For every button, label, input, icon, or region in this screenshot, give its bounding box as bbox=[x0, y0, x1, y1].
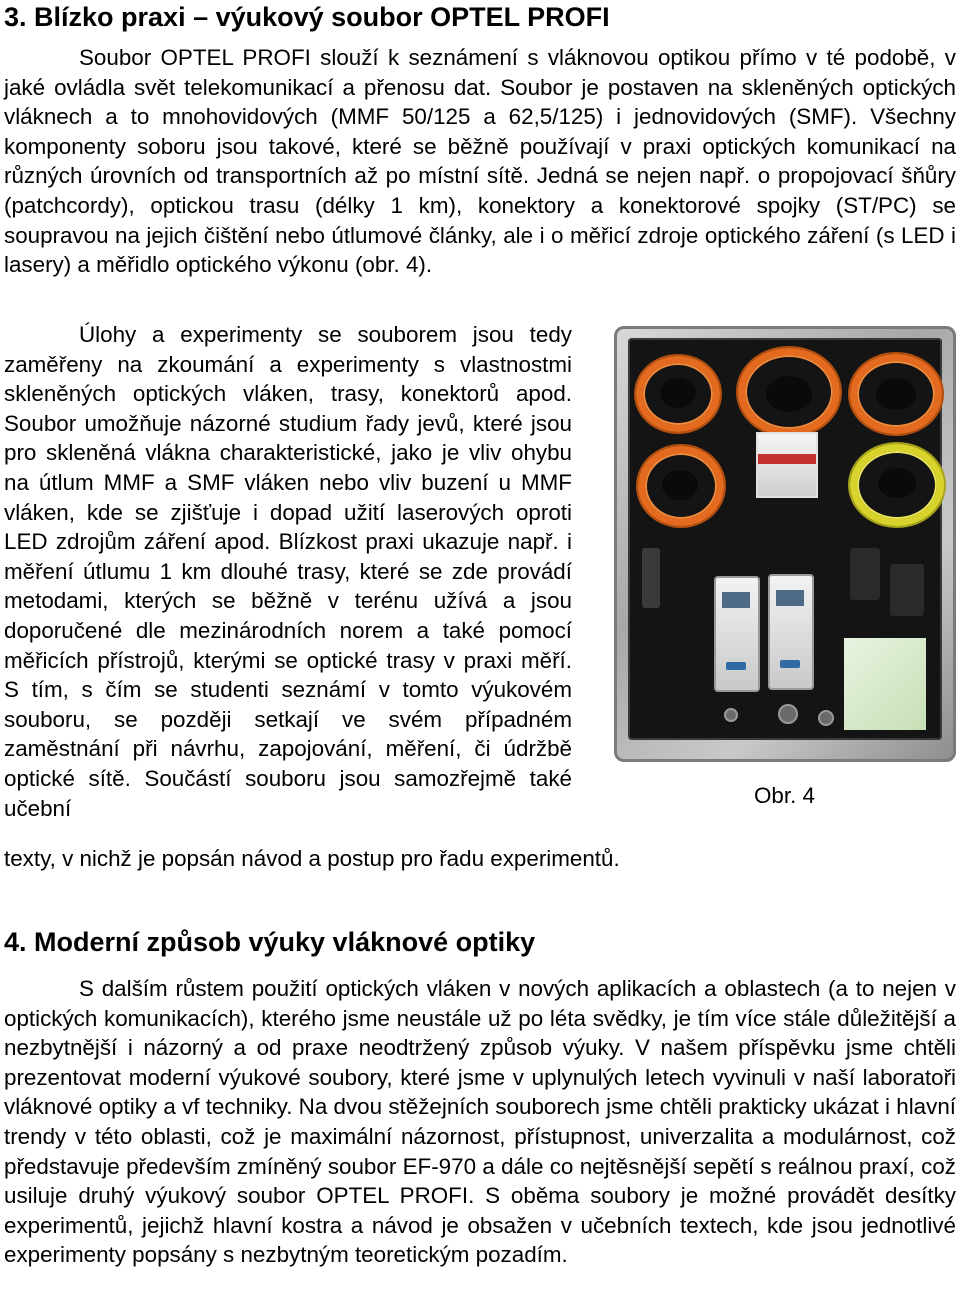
power-adapter bbox=[850, 548, 880, 600]
connector-cap bbox=[818, 710, 834, 726]
section-3-heading: 3. Blízko praxi – výukový soubor OPTEL PROFI bbox=[4, 2, 610, 32]
section-4-heading: 4. Moderní způsob výuky vláknové optiky bbox=[4, 927, 536, 957]
fiber-reel-box bbox=[756, 432, 818, 498]
coil-hub bbox=[766, 376, 812, 412]
box-label-stripe bbox=[758, 454, 816, 464]
coil-hub bbox=[878, 468, 916, 498]
connector-cap bbox=[778, 704, 798, 724]
connector-cap bbox=[724, 708, 738, 722]
section-3-paragraph-2: Úlohy a experimenty se souborem jsou tedy zaměřeny na zkoumání a experimenty s vlastnostmi skleněných optických vláken, trasy, konektorů apod. Soubor umožňuje názorné studium řady jevů, které jsou pro skleněná vlákna charakteristické, jako je vliv ohybu na útlum MMF a SMF vláken nebo vliv buzení u MMF vláken, kde se zjišťuje i dopad užití laserových oproti LED zdrojům záření apod. Blízkost praxi ukazuje např. i měření útlumu 1 km dlouhé trasy, které se zde provádí metodami, kterých se běžně v terénu užívá a jsou doporučené dle mezinárodních norem a také pomocí měřicích přístrojů, kterými se optické trasy v praxi měří. S tím, s čím se studenti seznámí v tomto výukovém souboru, se později setkají ve svém případném zaměstnání při návrhu, zapojování, měření, či údržbě optické sítě. Součástí souboru jsou samozřejmě také učební bbox=[4, 322, 572, 821]
coil-hub bbox=[660, 378, 696, 408]
optical-meter-right bbox=[768, 574, 814, 690]
section-4-paragraph: S dalším růstem použití optických vláken v nových aplikacích a oblastech (a to nejen v optických komunikacích), kterého jsme neustále už po léta svědky, je tím více stále důležitější a nezbytnější i názorný a od praxe neodtržený způsob výuky. V našem příspěvku jsme chtěli prezentovat moderní výukové soubory, které jsme v uplynulých letech vyvinuli v naší laboratoři vláknové optiky a vf techniky. Na dvou stěžejních souborech jsme chtěli prakticky ukázat i hlavní trendy v této oblasti, což je maximální názornost, přístupnost, univerzalita a modulárnost, což představuje především zmíněný soubor EF-970 a dále co nejtěsnější sepětí s reálnou praxí, což usiluje druhý výukový soubor OPTEL PROFI. S oběma soubory je možné provádět desítky experimentů, jejichž hlavní kostra a návod je obsažen v učebních textech, kde jsou jednotlivé experimenty popsány s nezbytným teoretickým pozadím. bbox=[4, 976, 956, 1268]
power-adapter bbox=[890, 564, 924, 616]
meter-display bbox=[722, 592, 750, 608]
cleaning-kit bbox=[642, 548, 660, 608]
meter-logo bbox=[780, 660, 800, 668]
optical-meter-left bbox=[714, 576, 760, 692]
figure-optel-profi-suitcase bbox=[614, 326, 956, 762]
instruction-card bbox=[844, 638, 926, 730]
suitcase-foam-insert bbox=[628, 338, 942, 740]
section-3-paragraph-1: Soubor OPTEL PROFI slouží k seznámení s vláknovou optikou přímo v té podobě, v jaké ovládla svět telekomunikací a přenosu dat. Soubor je postaven na skleněných optických vláknech a to mnohovidových (MMF 50/125 a 62,5/125) i jednovidových (SMF). Všechny komponenty soboru jsou takové, které se běžně používají v praxi optických komunikací na různých úrovních od transportních až po místní sítě. Jedná se nejen např. o propojovací šňůry (patchcordy), optickou trasu (délky 1 km), konektory a konektorové spojky (ST/PC) se soupravou na jejich čištění nebo útlumové články, ale i o měřicí zdroje optického záření (s LED i lasery) a měřidlo optického výkonu (obr. 4). bbox=[4, 45, 956, 278]
meter-display bbox=[776, 590, 804, 606]
section-3-paragraph-2-tail: texty, v nichž je popsán návod a postup pro řadu experimentů. bbox=[4, 846, 620, 871]
meter-logo bbox=[726, 662, 746, 670]
coil-hub bbox=[662, 470, 698, 500]
figure-caption: Obr. 4 bbox=[754, 783, 815, 808]
coil-hub bbox=[876, 378, 916, 410]
